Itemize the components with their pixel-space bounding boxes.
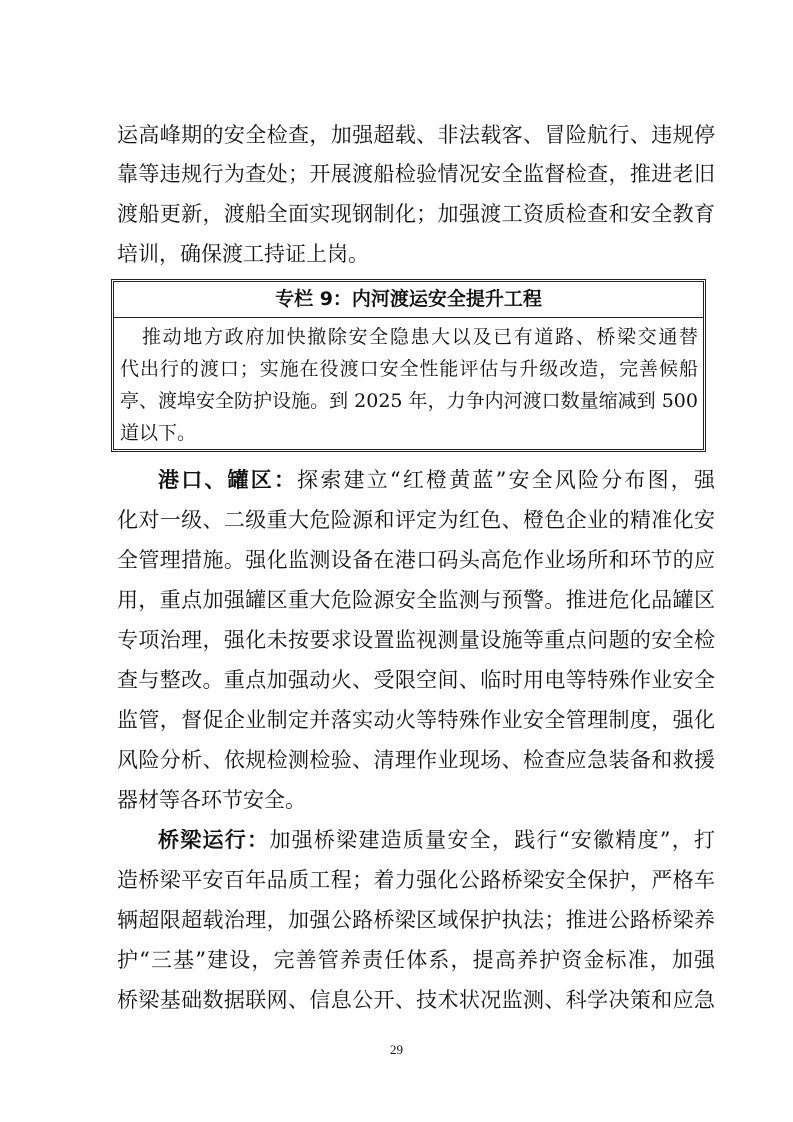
para2-line-6: 查与整改。重点加强动火、受限空间、临时用电等特殊作业安全: [117, 668, 715, 692]
para3-line-2: 造桥梁平安百年品质工程；着力强化公路桥梁安全保护，严格车: [117, 868, 715, 892]
para2-line-2: 化对一级、二级重大危险源和评定为红色、橙色企业的精准化安: [117, 508, 715, 532]
para1-line-3: 渡船更新，渡船全面实现钢制化；加强渡工资质检查和安全教育: [117, 202, 715, 226]
para2-line-4: 用，重点加强罐区重大危险源安全监测与预警。推进危化品罐区: [117, 588, 715, 612]
para2-heading: 港口、罐区：: [158, 468, 298, 492]
para3-line-1: [158, 826, 715, 854]
para3-first-line-text: 加强桥梁建造质量安全，践行“安徽精度”，打: [269, 828, 715, 852]
para1-line-4: 培训，确保渡工持证上岗。: [117, 242, 369, 266]
column-box-title: 专栏 9：内河渡运安全提升工程: [275, 288, 542, 310]
column-box-line-1: 推动地方政府加快撤除安全隐患大以及已有道路、桥梁交通替: [142, 326, 698, 348]
para3-line-3: 辆超限超载治理，加强公路桥梁区域保护执法；推进公路桥梁养: [117, 908, 715, 932]
para2-line-7: 监管，督促企业制定并落实动火等特殊作业安全管理制度，强化: [117, 708, 715, 732]
para2-line-9: 器材等各环节安全。: [117, 788, 306, 812]
para2-line-1: [158, 466, 715, 494]
para1-line-1: 运高峰期的安全检查，加强超载、非法载客、冒险航行、违规停: [117, 123, 715, 147]
para2-first-line-text: 探索建立“红橙黄蓝”安全风险分布图，强: [297, 468, 715, 492]
para3-line-4: 护“三基”建设，完善管养责任体系，提高养护资金标准，加强: [117, 948, 715, 972]
para2-line-8: 风险分析、依规检测检验、清理作业现场、检查应急装备和救援: [117, 748, 715, 772]
para1-line-2: 靠等违规行为查处；开展渡船检验情况安全监督检查，推进老旧: [117, 162, 715, 186]
para2-line-5: 专项治理，强化未按要求设置监视测量设施等重点问题的安全检: [117, 628, 715, 652]
column-box-line-4: 道以下。: [120, 422, 197, 444]
para2-line-3: 全管理措施。强化监测设备在港口码头高危作业场所和环节的应: [117, 548, 715, 572]
column-box-title-row: [114, 282, 703, 318]
column-box-line-3: 亭、渡埠安全防护设施。到 2025 年，力争内河渡口数量缩减到 500: [120, 390, 698, 412]
column-box-line-2: 代出行的渡口；实施在役渡口安全性能评估与升级改造，完善候船: [120, 358, 698, 380]
column-box: [111, 279, 706, 452]
para3-heading: 桥梁运行：: [158, 828, 270, 852]
para3-line-5: 桥梁基础数据联网、信息公开、技术状况监测、科学决策和应急: [117, 988, 715, 1012]
page-number: 29: [390, 1042, 403, 1057]
